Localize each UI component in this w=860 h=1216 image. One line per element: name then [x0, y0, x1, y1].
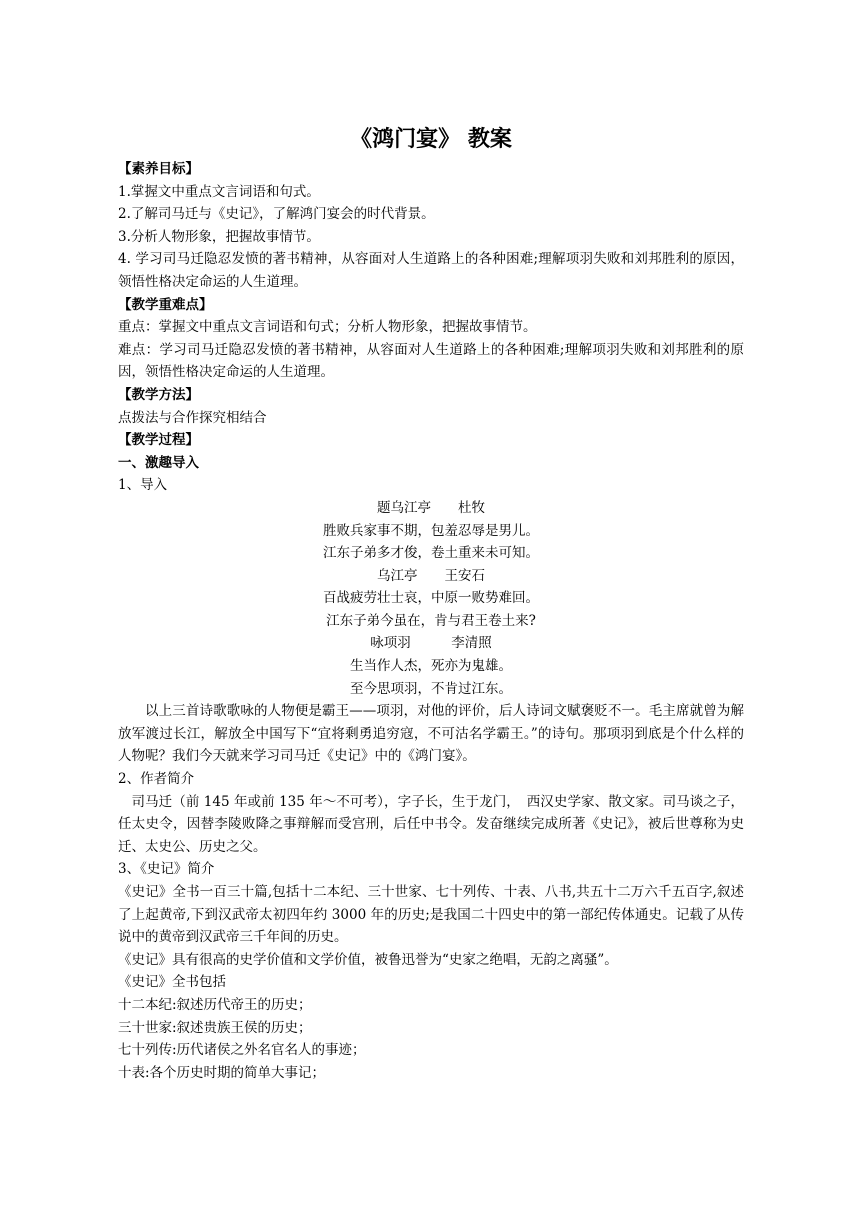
- method-text: 点拨法与合作探究相结合: [118, 409, 267, 426]
- part1-heading: 一、激趣导入: [118, 454, 199, 471]
- step3-label: 3、《史记》简介: [118, 861, 215, 878]
- goal-item: 1.掌握文中重点文言词语和句式。: [118, 183, 320, 200]
- goal-item: 2.了解司马迁与《史记》，了解鸿门宴会的时代背景。: [118, 206, 435, 223]
- shiji-value: 《史记》具有很高的史学价值和文学价值，被鲁迅誉为“史家之绝唱，无韵之离骚”。: [118, 951, 618, 968]
- poem-line: 至今思项羽，不肯过江东。: [350, 680, 512, 697]
- goals-heading: 【素养目标】: [118, 161, 199, 177]
- poem-line: 江东子弟今虽在，肯与君王卷土来?: [326, 612, 536, 629]
- shiji-part: 十表:各个历史时期的简单大事记；: [118, 1064, 326, 1081]
- shiji-part: 十二本纪:叙述历代帝王的历史；: [118, 996, 312, 1013]
- difficult-point: 难点：学习司马迁隐忍发愤的著书精神，从容面对人生道路上的各种困难;理解项羽失败和刘邦胜利的原因，领悟性格决定命运的人生道理。: [118, 341, 744, 381]
- poem-line: 江东子弟多才俊，卷土重来未可知。: [323, 545, 539, 562]
- shiji-paragraph: 《史记》全书一百三十篇,包括十二本纪、三十世家、七十列传、十表、八书,共五十二万六千五百字,叙述了上起黄帝,下到汉武帝太初四年约 3000 年的历史;是我国二十四史中的第一部纪传体通史。记载了从传说中的黄帝到汉武帝三千年间的历史。: [118, 884, 744, 946]
- poem-line: 百战疲劳壮士哀，中原一败势难回。: [323, 590, 539, 607]
- shiji-part: 七十列传:历代诸侯之外名官名人的事迹；: [118, 1042, 366, 1059]
- poem-line: 胜败兵家事不期，包羞忍辱是男儿。: [323, 522, 539, 539]
- step2-label: 2、作者简介: [118, 771, 195, 788]
- document-title: 《鸿门宴》 教案: [350, 127, 512, 152]
- poem-title: 题乌江亭 杜牧: [377, 499, 485, 516]
- goal-item: 3.分析人物形象，把握故事情节。: [118, 228, 320, 245]
- poem-title: 咏项羽 李清照: [370, 635, 492, 652]
- shiji-part: 三十世家:叙述贵族王侯的历史；: [118, 1019, 312, 1036]
- goal-item: 4. 学习司马迁隐忍发愤的著书精神，从容面对人生道路上的各种困难;理解项羽失败和刘邦胜利的原因，领悟性格决定命运的人生道理。: [118, 251, 744, 290]
- poem-title: 乌江亭 王安石: [377, 567, 485, 584]
- key-points-heading: 【教学重难点】: [118, 296, 213, 313]
- poem-line: 生当作人杰，死亦为鬼雄。: [350, 658, 512, 675]
- document-page: [118, 124, 744, 1084]
- key-point: 重点：掌握文中重点文言词语和句式；分析人物形象，把握故事情节。: [118, 319, 537, 336]
- method-heading: 【教学方法】: [118, 386, 199, 403]
- step1-label: 1、导入: [118, 477, 168, 494]
- shiji-includes: 《史记》全书包括: [118, 974, 226, 991]
- intro-paragraph: 以上三首诗歌歌咏的人物便是霸王——项羽，对他的评价，后人诗词文赋褒贬不一。毛主席就曾为解放军渡过长江，解放全中国写下“宜将剩勇追穷寇，不可沽名学霸王。”的诗句。那项羽到底是个什么样的人物呢？我们今天就来学习司马迁《史记》中的《鸿门宴》。: [118, 703, 744, 765]
- author-paragraph: 司马迁（前 145 年或前 135 年～不可考），字子长，生于龙门， 西汉史学家、散文家。司马谈之子，任太史令，因替李陵败降之事辩解而受宫刑，后任中书令。发奋继续完成所著《史记》，被后世尊称为史迁、太史公、历史之父。: [118, 793, 744, 855]
- process-heading: 【教学过程】: [118, 432, 199, 449]
